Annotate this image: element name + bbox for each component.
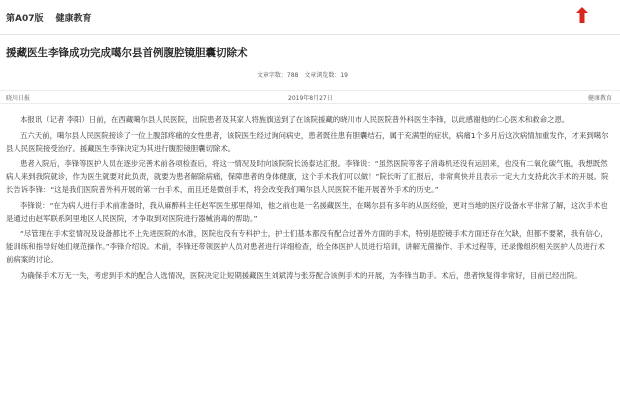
article-title: 援藏医生李锋成功完成噶尔县首例腹腔镜胆囊切除术 xyxy=(6,47,248,59)
article-info-bar xyxy=(0,90,620,104)
paragraph: 本报讯（记者 李阳）日前，在西藏噶尔县人民医院，出院患者及其家人将旌旗送到了在该院援藏的晓川市人民医院普外科医生李锋，以此感谢他的仁心医术和救命之恩。 xyxy=(20,115,570,124)
paragraph: 李锋说：“在为病人进行手术前准备时，我从麻醉科主任赵军医生那里得知，他之前也是一名援藏医生，在噶尔县有多年的从医经验，更对当地的医疗设备水平非常了解，这次手术也是通过由赵军联系阿里地区人民医院，才争取到对医院进行器械消毒的帮助。” xyxy=(6,200,608,223)
view-count: 文章浏览数：19 xyxy=(304,72,348,79)
back-arrow-icon[interactable] xyxy=(574,6,590,24)
word-count: 文章字数：788 xyxy=(256,72,299,79)
publish-date: 2019年8月27日 xyxy=(288,95,333,102)
article-body xyxy=(6,114,612,286)
paragraph: 五六天前，噶尔县人民医院接诊了一位上腹部疼痛的女性患者，该院医生经过询问病史，患者既往患有胆囊结石，属于充满型的症状，病痛1个多月后这次病情加重发作，才来到噶尔县人民医院接受治疗。援藏医生李锋决定为其进行腹腔镜胆囊切除术。 xyxy=(6,130,609,153)
article-stats xyxy=(257,70,348,79)
paragraph: 患者入院后，李锋等医护人员在逐步完善术前各项检查后，将这一情况及时向该院院长汤泰达汇报。李锋说：“虽然医院等客子消毒机还没有运回来，也没有二氧化碳气瓶，我想既然病人来到我院就诊，作为医生就要对此负责，就要为患者解除病痛，保障患者的身体健康，这个手术我们可以做！”院长听了汇报后，非常爽快并且表示一定大力支持此次手术的开展。院长告诉李锋：“这是我们医院普外科开展的第一台手术，而且还是微创手术，将会改变我们噶尔县人民医院不能开展普外手术的历史。” xyxy=(6,159,609,194)
edition-label xyxy=(6,11,92,24)
column-name: 健康教育 xyxy=(587,95,612,102)
paragraph: 为确保手术万无一失，考虑到手术的配合人选情况，医院决定让短期援藏医生刘斌涛与张芬配合该例手术的开展，为李锋当助手。术后，患者恢复得非常好，目前已经出院。 xyxy=(20,270,582,280)
top-bar xyxy=(0,0,620,35)
newspaper-name: 晓川日报 xyxy=(6,95,31,102)
edition-number: 第A07版 xyxy=(6,14,44,24)
paragraph: “尽管现在手术室情况及设备都比不上先进医院的水准，医院也没有专科护士，护士们基本都没有配合过普外方面的手术，特别是腔镜手术方面还存在欠缺，但都不要紧，我有信心，能训练和指导好她们规范操作。”李锋介绍说。术前，李锋还带领医护人员对患者进行详细检查，给全体医护人员进行培训，讲解无菌操作、手术过程等，还录像组织相关医护人员进行术前病案的讨论。 xyxy=(6,229,608,264)
section-name: 健康教育 xyxy=(55,14,92,24)
